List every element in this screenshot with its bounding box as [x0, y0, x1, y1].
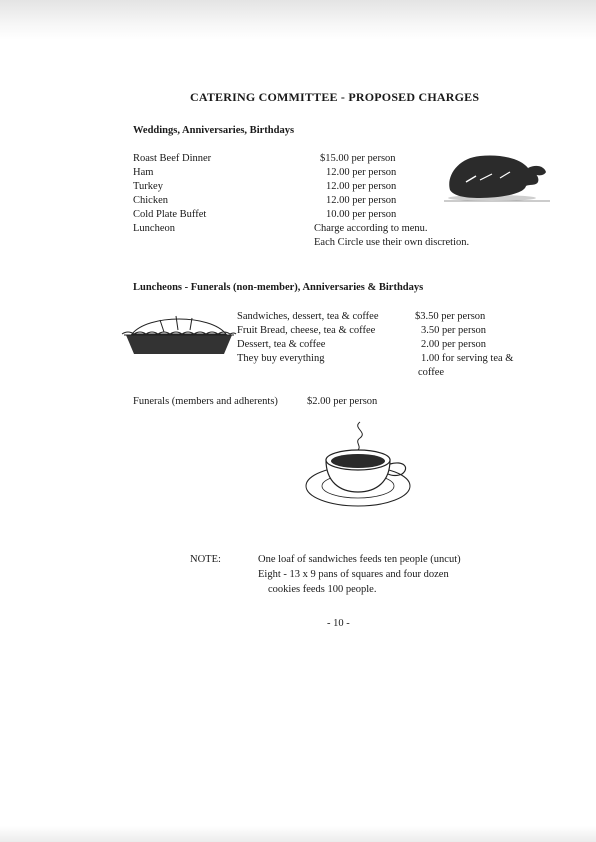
- scan-edge-bottom: [0, 826, 596, 842]
- roast-turkey-icon: [440, 146, 552, 206]
- menu-item-price-continued: coffee: [418, 367, 445, 378]
- note-line: cookies feeds 100 people.: [268, 584, 377, 595]
- funerals-label: Funerals (members and adherents): [133, 396, 278, 407]
- menu-item-name: Fruit Bread, cheese, tea & coffee: [237, 325, 376, 336]
- scan-edge-top: [0, 0, 596, 40]
- menu-item-name: Turkey: [133, 181, 163, 192]
- coffee-cup-icon: [304, 420, 416, 516]
- page-number: - 10 -: [327, 618, 350, 629]
- menu-item-name: Luncheon: [133, 223, 175, 234]
- menu-item-price: 12.00 per person: [326, 167, 397, 178]
- menu-item-name: Cold Plate Buffet: [133, 209, 207, 220]
- menu-item-name: Ham: [133, 167, 154, 178]
- menu-item-price: 3.50 per person: [421, 325, 487, 336]
- note-label: NOTE:: [190, 554, 221, 565]
- section2-heading: Luncheons - Funerals (non-member), Anniversaries & Birthdays: [133, 282, 424, 293]
- menu-item-price: 12.00 per person: [326, 195, 397, 206]
- menu-item-name: Dessert, tea & coffee: [237, 339, 326, 350]
- luncheon-note: Each Circle use their own discretion.: [314, 237, 470, 248]
- funerals-price: $2.00 per person: [307, 396, 378, 407]
- menu-item-price: 12.00 per person: [326, 181, 397, 192]
- menu-item-name: Chicken: [133, 195, 168, 206]
- section1-heading: Weddings, Anniversaries, Birthdays: [133, 125, 295, 136]
- menu-item-name: Sandwiches, dessert, tea & coffee: [237, 311, 379, 322]
- menu-item-price: 10.00 per person: [326, 209, 397, 220]
- menu-item-price: Charge according to menu.: [314, 223, 428, 234]
- note-line: One loaf of sandwiches feeds ten people (uncut): [258, 554, 461, 565]
- menu-item-price: $3.50 per person: [415, 311, 486, 322]
- note-line: Eight - 13 x 9 pans of squares and four dozen: [258, 569, 449, 580]
- menu-item-name: They buy everything: [237, 353, 325, 364]
- page-title: CATERING COMMITTEE - PROPOSED CHARGES: [190, 90, 480, 104]
- menu-item-price: 1.00 for serving tea &: [421, 353, 514, 364]
- pie-icon: [120, 308, 238, 360]
- menu-item-price: 2.00 per person: [421, 339, 487, 350]
- menu-item-name: Roast Beef Dinner: [133, 153, 212, 164]
- menu-item-price: $15.00 per person: [320, 153, 396, 164]
